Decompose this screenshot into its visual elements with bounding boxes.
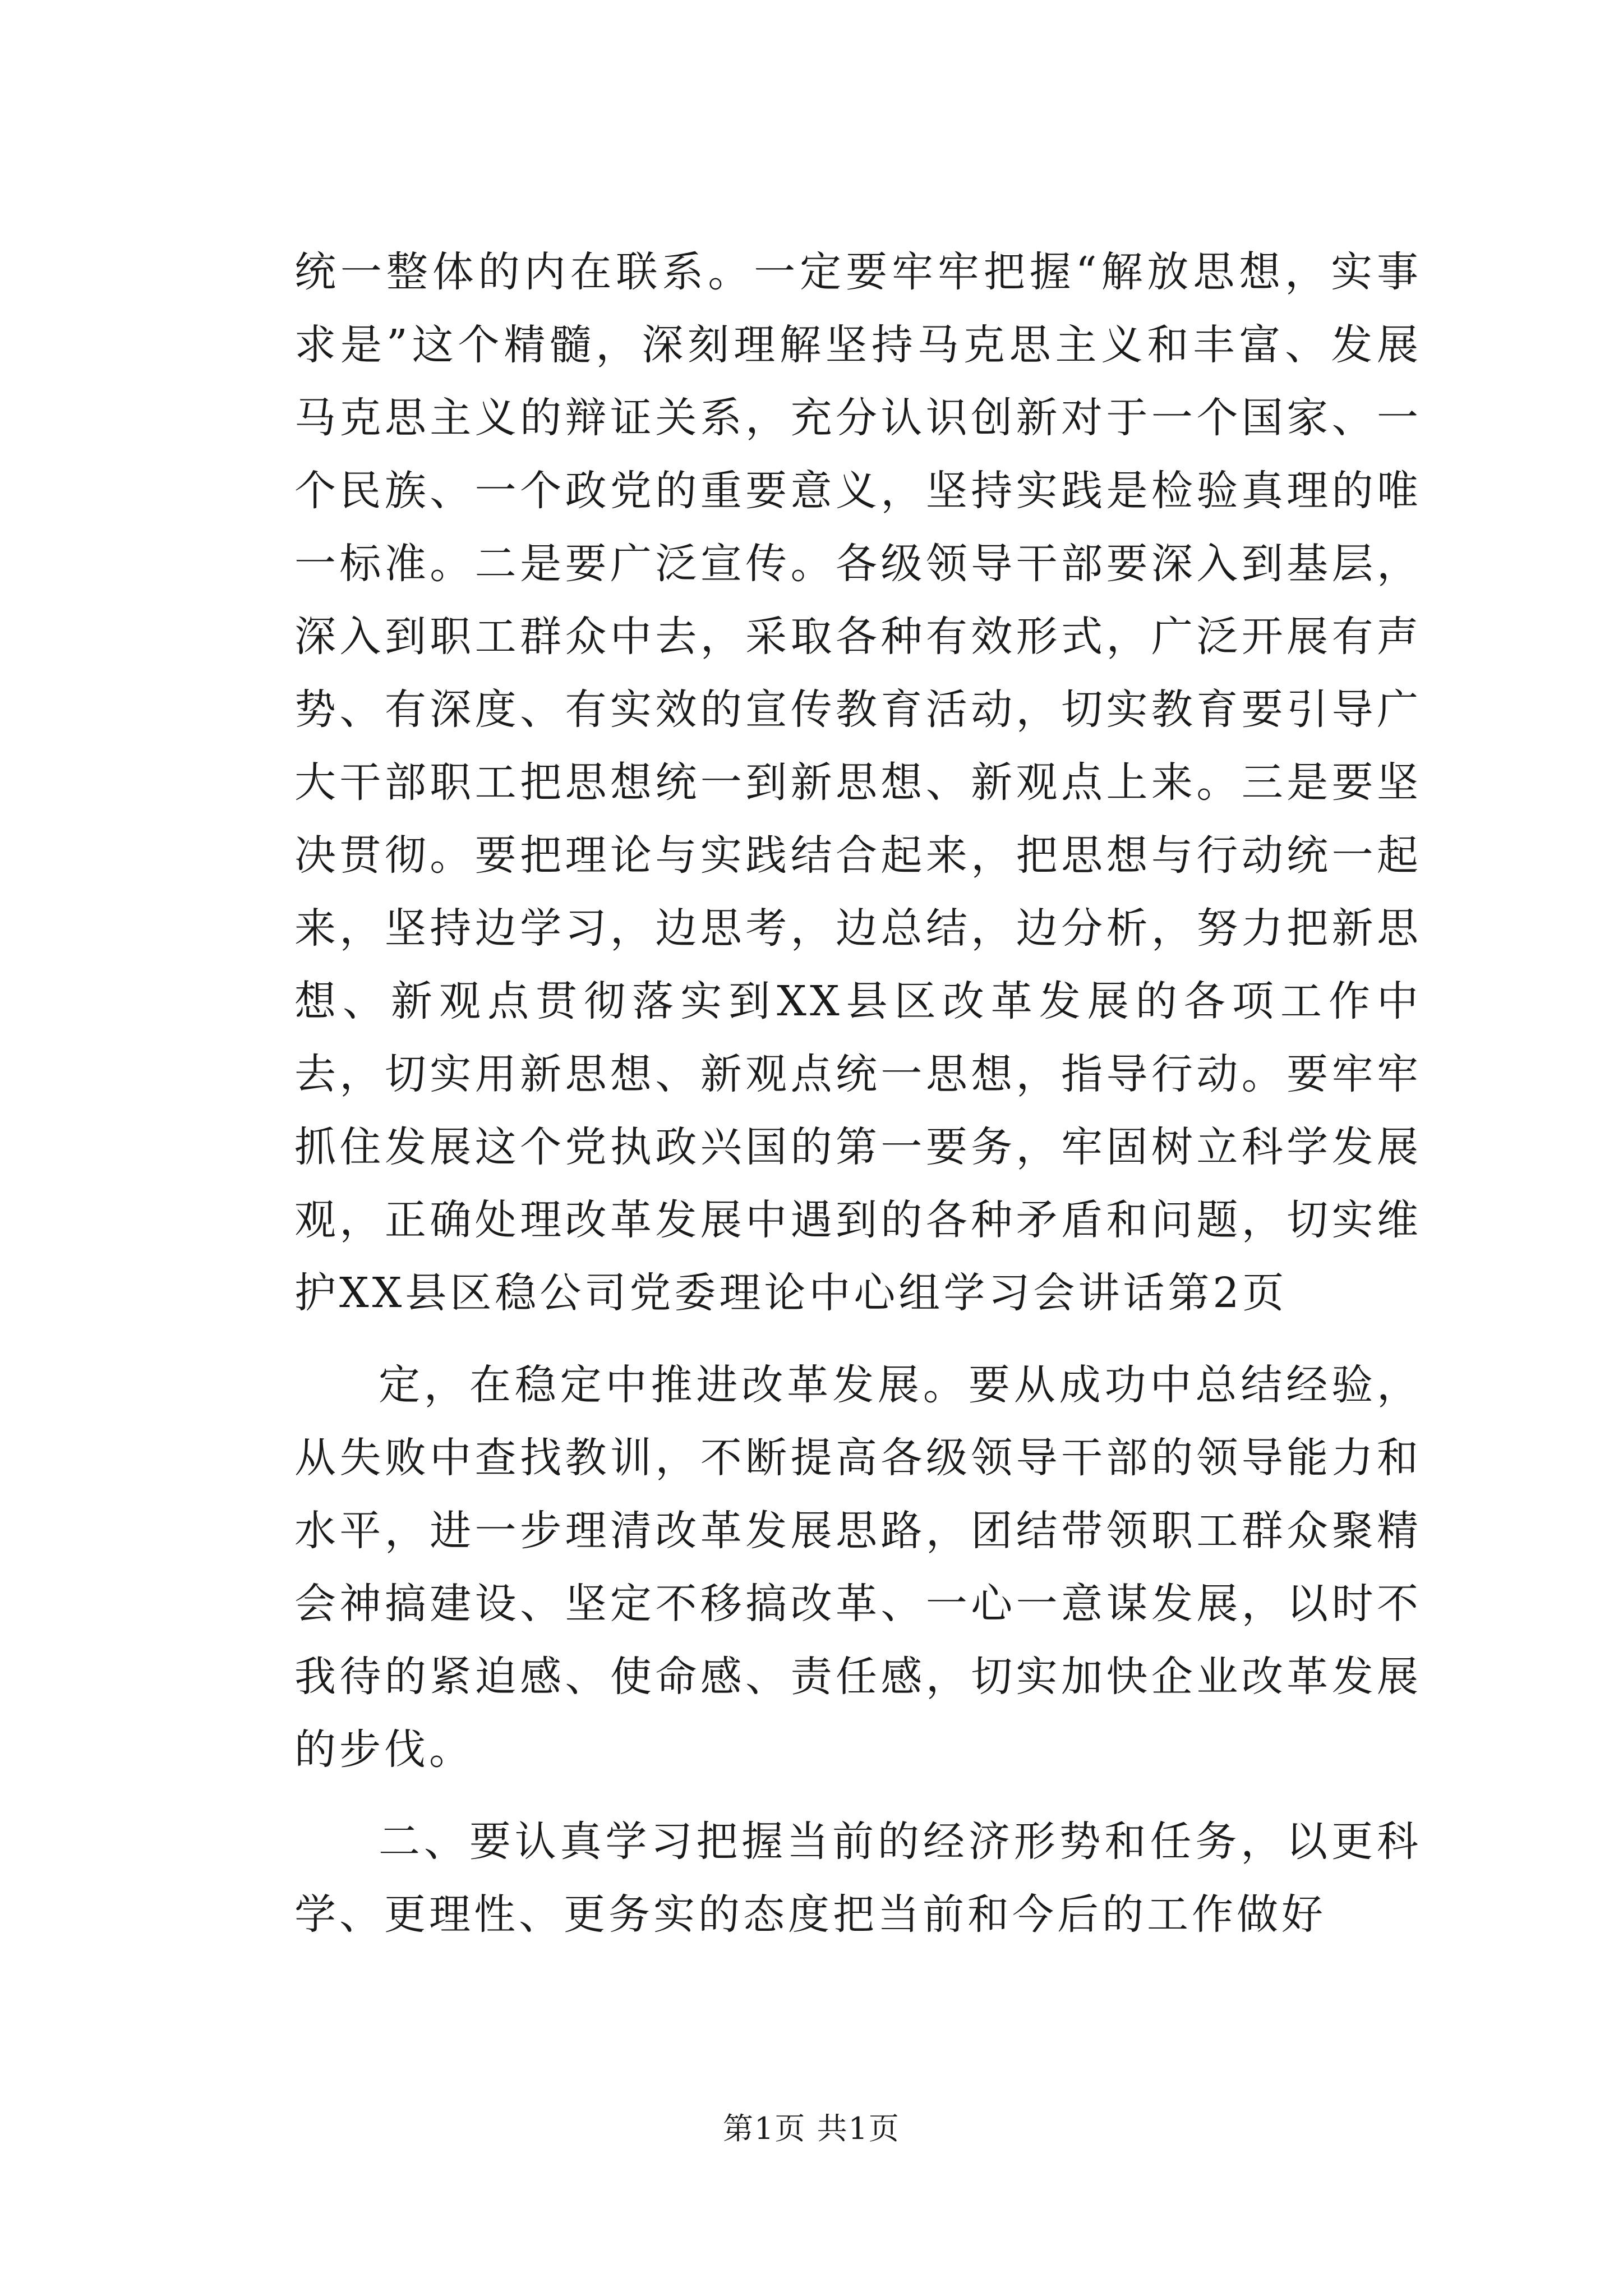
paragraph-stability: 定，在稳定中推进改革发展。要从成功中总结经验，从失败中查找教训，不断提高各级领导干部的领导能力和水平，进一步理清改革发展思路，团结带领职工群众聚精会神搞建设、坚定不移搞改革、一心一意谋发展，以时不我待的紧迫感、使命感、责任感，切实加快企业改革发展的步伐。	[294, 1361, 1422, 1774]
paragraph-section-two-heading: 二、要认真学习把握当前的经济形势和任务，以更科学、更理性、更务实的态度把当前和今后的工作做好	[294, 1818, 1422, 1939]
page-footer: 第1页 共1页	[723, 2111, 900, 2146]
document-body	[294, 236, 1422, 1951]
paragraph-continuation: 统一整体的内在联系。一定要牢牢把握“解放思想，实事求是”这个精髓，深刻理解坚持马克思主义和丰富、发展马克思主义的辩证关系，充分认识创新对于一个国家、一个民族、一个政党的重要意义，坚持实践是检验真理的唯一标准。二是要广泛宣传。各级领导干部要深入到基层，深入到职工群众中去，采取各种有效形式，广泛开展有声势、有深度、有实效的宣传教育活动，切实教育要引导广大干部职工把思想统一到新思想、新观点上来。三是要坚决贯彻。要把理论与实践结合起来，把思想与行动统一起来，坚持边学习，边思考，边总结，边分析，努力把新思想、新观点贯彻落实到XX县区改革发展的各项工作中去，切实用新思想、新观点统一思想，指导行动。要牢牢抓住发展这个党执政兴国的第一要务，牢固树立科学发展观，正确处理改革发展中遇到的各种矛盾和问题，切实维护XX县区稳公司党委理论中心组学习会讲话第2页	[294, 248, 1422, 1317]
